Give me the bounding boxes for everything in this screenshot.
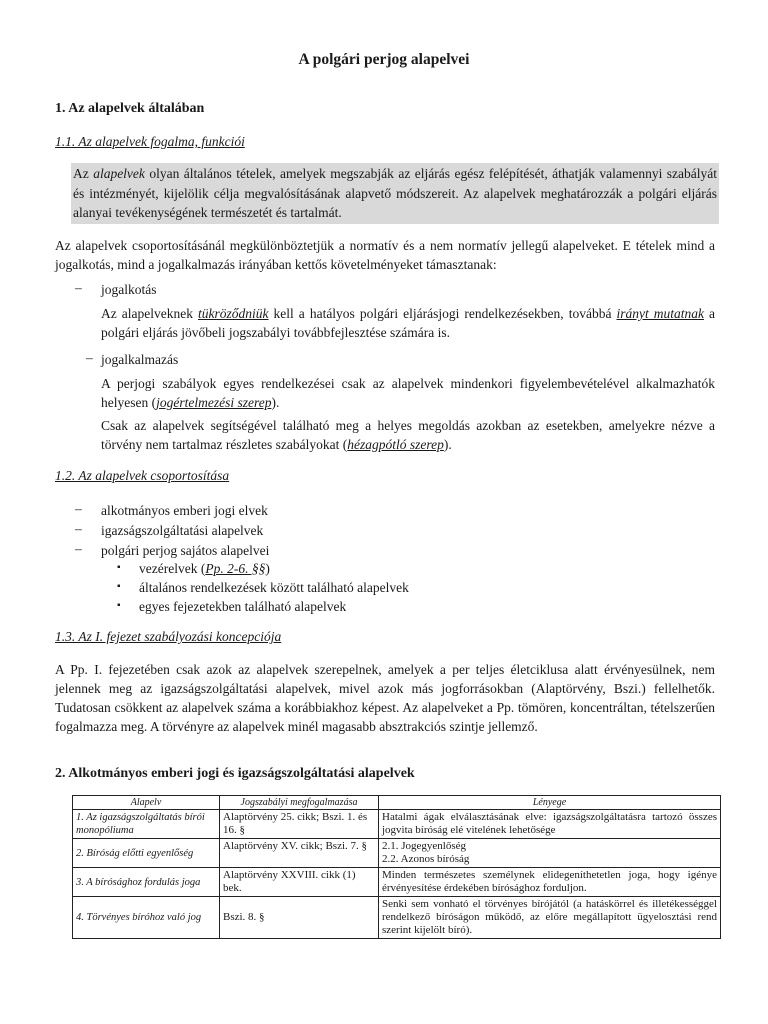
group-item: polgári perjog sajátos alapelvei: [101, 543, 270, 558]
emphasis-pp-paragraphs: Pp. 2-6. §§: [205, 561, 266, 576]
table-header-cell: Lényege: [379, 796, 721, 810]
table-row: [73, 868, 721, 897]
item-jogalkalmazas-text-2: Csak az alapelvek segítségével található meg a helyes megoldás azokban az esetekben, amelyekre nézve a törvény nem tartalmaz részletes szabályokat (hézagpótló szerep).: [101, 418, 715, 452]
definition-paragraph: Az alapelvek olyan általános tételek, amelyek megszabják az eljárás egész felépítését, áthatják valamennyi szabályát és intézményét, kijelölik célja megvalósításának alapvető módszereit. Az alapelvek meghatározzák a polgári eljárás alanyai tevékenységének természetét és tartalmát.: [71, 163, 719, 224]
dash-marker: –: [86, 350, 93, 365]
table-row: [73, 839, 721, 868]
table-row: [73, 897, 721, 939]
subgroup-item: általános rendelkezések között található alapelvek: [139, 580, 409, 595]
subsection-1-3-heading: 1.3. Az I. fejezet szabályozási koncepciója: [55, 629, 282, 644]
law-cell: Alaptörvény XXVIII. cikk (1) bek.: [220, 868, 379, 897]
subgroup-item: vezérelvek (Pp. 2-6. §§): [139, 561, 270, 576]
dash-marker: –: [75, 280, 82, 295]
essence-cell: 2.1. Jogegyenlőség 2.2. Azonos bíróság: [379, 839, 721, 868]
law-cell: Alaptörvény XV. cikk; Bszi. 7. §: [220, 839, 379, 868]
dash-marker: –: [75, 501, 82, 516]
principle-cell: 3. A bírósághoz fordulás joga: [73, 868, 220, 897]
dash-marker: –: [75, 541, 82, 556]
section-1-heading: 1. Az alapelvek általában: [55, 101, 205, 116]
bullet-marker: ▪: [117, 562, 121, 573]
table-header-row: [73, 796, 721, 810]
law-cell: Alaptörvény 25. cikk; Bszi. 1. és 16. §: [220, 810, 379, 839]
item-jogalkotas-label: jogalkotás: [101, 282, 157, 297]
bullet-marker: ▪: [117, 581, 121, 592]
law-cell: Bszi. 8. §: [220, 897, 379, 939]
subsection-1-2-heading: 1.2. Az alapelvek csoportosítása: [55, 468, 230, 483]
emphasis-alapelvek: alapelvek: [93, 166, 145, 181]
essence-cell: Minden természetes személynek elidegeníthetetlen joga, hogy igénye érvényesítése érdekében bírósághoz forduljon.: [379, 868, 721, 897]
grouping-paragraph: Az alapelvek csoportosításánál megkülönböztetjük a normatív és a nem normatív jellegű alapelveket. E tételek mind a jogalkotás, mind a jogalkalmazás irányában kettős követelményeket támasztanak:: [55, 238, 715, 272]
item-jogalkalmazas-text-1: A perjogi szabályok egyes rendelkezései csak az alapelvek mindenkori figyelembevételével alkalmazhatók helyesen (jogértelmezési szerep).: [101, 376, 715, 410]
concept-paragraph: A Pp. I. fejezetében csak azok az alapelvek szerepelnek, amelyek a per teljes életciklusa alatt érvényesülnek, nem jelennek meg az igazságszolgáltatási alapelvek, mivel azok más jogforrásokban (Alaptörvény, Bszi.) fellelhetők. Tudatosan csökkent az alapelvek száma a korábbiakhoz képest. Az alapelveket a Pp. tömören, koncentráltan, tételszerűen fogalmazza meg. A törvényre az alapelvek minél magasabb absztrakciós szintje jellemző.: [55, 662, 715, 734]
table-header-cell: Alapelv: [73, 796, 220, 810]
table-row: [73, 810, 721, 839]
emphasis-jogertelmezesi-szerep: jogértelmezési szerep: [156, 395, 272, 410]
dash-marker: –: [75, 521, 82, 536]
principle-cell: 1. Az igazságszolgáltatás bírói monopóliuma: [73, 810, 220, 839]
item-jogalkalmazas-label: jogalkalmazás: [101, 352, 179, 367]
section-2-heading: 2. Alkotmányos emberi jogi és igazságszolgáltatási alapelvek: [55, 766, 415, 781]
group-item: alkotmányos emberi jogi elvek: [101, 503, 268, 518]
emphasis-tukrozodniuk: tükröződniük: [198, 306, 269, 321]
table-header-cell: Jogszabályi megfogalmazása: [220, 796, 379, 810]
group-item: igazságszolgáltatási alapelvek: [101, 523, 264, 538]
subgroup-item: egyes fejezetekben található alapelvek: [139, 599, 347, 614]
essence-cell: Senki sem vonható el törvényes bírójától (a hatáskörrel és illetékességgel rendelkező bíróságon működő, az előre megállapított ügyelosztási rend szerint kijelölt bíró).: [379, 897, 721, 939]
subsection-1-1-heading: 1.1. Az alapelvek fogalma, funkciói: [55, 134, 245, 149]
page-title: A polgári perjog alapelvei: [298, 51, 470, 68]
emphasis-iranyt-mutatnak: irányt mutatnak: [616, 306, 704, 321]
item-jogalkotas-text: Az alapelveknek tükröződniük kell a hatályos polgári eljárásjogi rendelkezésekben, továbbá irányt mutatnak a polgári eljárás jövőbeli jogszabályi továbbfejlesztése számára is.: [101, 306, 716, 340]
principle-cell: 2. Bíróság előtti egyenlőség: [73, 839, 220, 868]
bullet-marker: ▪: [117, 600, 121, 611]
principles-table: [72, 795, 721, 939]
principle-cell: 4. Törvényes bíróhoz való jog: [73, 897, 220, 939]
emphasis-hezagpotlo-szerep: hézagpótló szerep: [347, 437, 444, 452]
essence-cell: Hatalmi ágak elválasztásának elve: igazságszolgáltatásra tartozó összes jogvita bíróság elé vitelének lehetősége: [379, 810, 721, 839]
